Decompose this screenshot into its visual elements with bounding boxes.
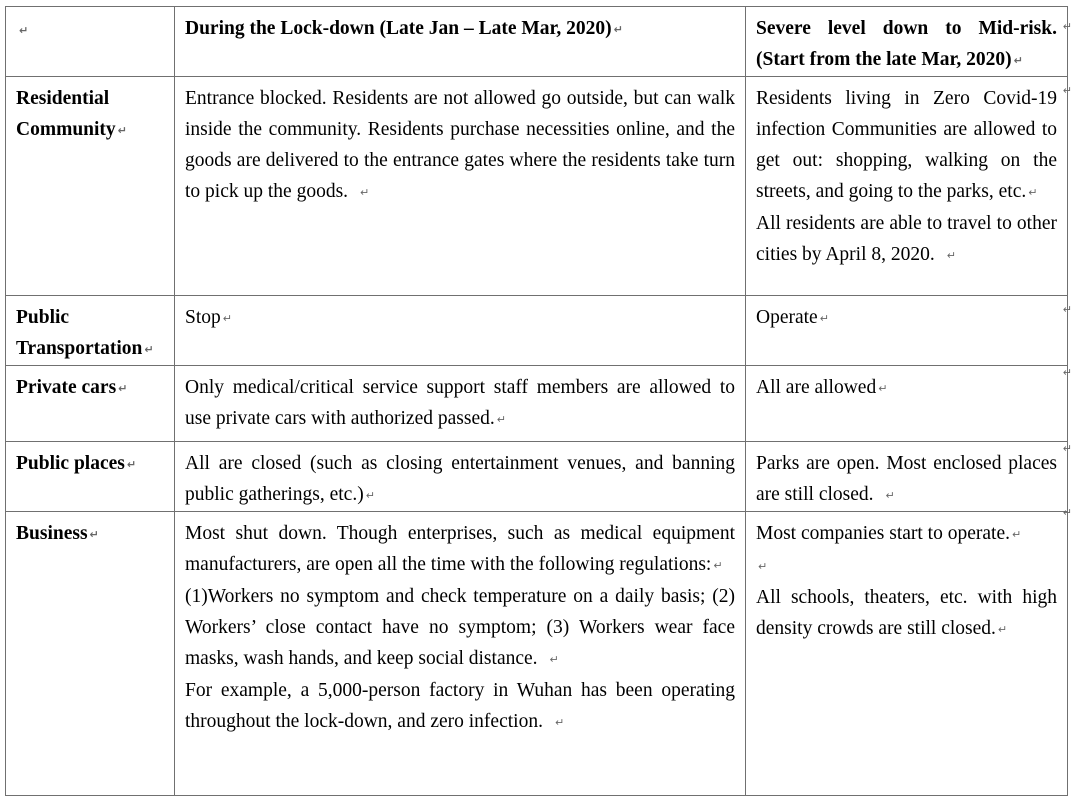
midrisk-cell <box>746 77 1068 296</box>
cell-paragraph: Most shut down. Though enterprises, such as medical equipment manufacturers, are open all the time with the following regulations: ↵ <box>185 523 735 576</box>
table-row <box>6 512 1068 796</box>
cell-paragraph: For example, a 5,000-person factory in Wuhan has been operating throughout the lock-down, and zero infection. ↵ <box>185 680 735 733</box>
paragraph-mark-icon: ↵ <box>117 124 127 138</box>
row-label-cell <box>6 296 175 366</box>
lockdown-cell <box>175 77 746 296</box>
row-label-cell <box>6 442 175 512</box>
row-end-mark-icon: ↵ <box>1062 506 1072 519</box>
midrisk-cell <box>746 512 1068 796</box>
cell-paragraph: All schools, theaters, etc. with high density crowds are still closed. ↵ <box>756 587 1057 640</box>
table-row <box>6 366 1068 442</box>
row-label-cell <box>6 77 175 296</box>
cell-paragraph: All are allowed ↵ <box>756 377 888 399</box>
paragraph-mark-icon: ↵ <box>126 458 137 472</box>
cell-paragraph: Residents living in Zero Covid-19 infection Communities are allowed to get out: shopping, walking on the streets, and going to the parks, etc. ↵ <box>756 88 1057 203</box>
policy-table <box>5 6 1068 796</box>
paragraph-mark-icon: ↵ <box>819 312 829 326</box>
table-row <box>6 77 1068 296</box>
row-end-mark-icon: ↵ <box>1062 442 1072 455</box>
row-end-mark-icon: ↵ <box>1062 84 1072 97</box>
paragraph-mark-icon: ↵ <box>758 560 768 574</box>
header-lockdown-text: During the Lock-down (Late Jan – Late Mar, 2020) <box>185 18 612 39</box>
paragraph-mark-icon: ↵ <box>144 343 154 357</box>
cell-paragraph <box>756 550 1057 582</box>
row-label: Public Transportation <box>16 307 143 360</box>
paragraph-mark-icon: ↵ <box>118 382 128 396</box>
paragraph-mark-icon: ↵ <box>360 186 370 200</box>
row-label: Private cars <box>16 377 117 399</box>
header-midrisk <box>746 7 1068 77</box>
lockdown-cell <box>175 512 746 796</box>
paragraph-mark-icon: ↵ <box>549 653 559 667</box>
row-end-mark-icon: ↵ <box>1062 20 1072 33</box>
cell-paragraph: All residents are able to travel to other cities by April 8, 2020. ↵ <box>756 213 1057 266</box>
paragraph-mark-icon: ↵ <box>997 623 1008 637</box>
paragraph-mark-icon: ↵ <box>19 24 29 37</box>
paragraph-mark-icon: ↵ <box>613 23 623 37</box>
row-label-cell <box>6 366 175 442</box>
header-midrisk-text: Severe level down to Mid-risk. (Start from the late Mar, 2020) <box>756 18 1057 70</box>
row-label: Business <box>16 523 88 545</box>
paragraph-mark-icon: ↵ <box>946 249 956 263</box>
paragraph-mark-icon: ↵ <box>365 489 375 503</box>
cell-paragraph: Stop ↵ <box>185 307 232 329</box>
cell-paragraph: Entrance blocked. Residents are not allowed go outside, but can walk inside the community. Residents purchase necessities online, and the goods are delivered to the entrance gates where the residents take turn to pick up the goods. ↵ <box>185 88 735 203</box>
table-row <box>6 442 1068 512</box>
paragraph-mark-icon: ↵ <box>713 559 723 573</box>
lockdown-cell <box>175 442 746 512</box>
row-label-cell <box>6 512 175 796</box>
paragraph-mark-icon: ↵ <box>885 489 895 503</box>
cell-paragraph: Only medical/critical service support staff members are allowed to use private cars with authorized passed. ↵ <box>185 377 735 430</box>
paragraph-mark-icon: ↵ <box>554 716 565 730</box>
header-empty-cell <box>6 7 175 77</box>
table-header-row <box>6 7 1068 77</box>
cell-paragraph: Parks are open. Most enclosed places are still closed. ↵ <box>756 453 1057 506</box>
row-label: Public places <box>16 453 125 475</box>
midrisk-cell <box>746 296 1068 366</box>
midrisk-cell <box>746 442 1068 512</box>
row-end-mark-icon: ↵ <box>1062 303 1072 316</box>
paragraph-mark-icon: ↵ <box>222 312 232 326</box>
cell-paragraph: Operate ↵ <box>756 307 829 329</box>
paragraph-mark-icon: ↵ <box>1011 528 1022 542</box>
paragraph-mark-icon: ↵ <box>878 382 888 396</box>
cell-paragraph: (1)Workers no symptom and check temperature on a daily basis; (2) Workers’ close contact have no symptom; (3) Workers wear face masks, wash hands, and keep social distance. ↵ <box>185 586 735 670</box>
paragraph-mark-icon: ↵ <box>1013 54 1023 68</box>
paragraph-mark-icon: ↵ <box>89 528 99 542</box>
paragraph-mark-icon: ↵ <box>496 413 506 427</box>
table-row <box>6 296 1068 366</box>
paragraph-mark-icon: ↵ <box>1028 186 1038 200</box>
header-lockdown <box>175 7 746 77</box>
midrisk-cell <box>746 366 1068 442</box>
row-end-mark-icon: ↵ <box>1062 366 1072 379</box>
lockdown-cell <box>175 296 746 366</box>
cell-paragraph: Most companies start to operate. ↵ <box>756 523 1022 545</box>
lockdown-cell <box>175 366 746 442</box>
cell-paragraph: All are closed (such as closing entertainment venues, and banning public gatherings, etc.) ↵ <box>185 453 735 506</box>
row-label: Residential Community <box>16 88 116 141</box>
